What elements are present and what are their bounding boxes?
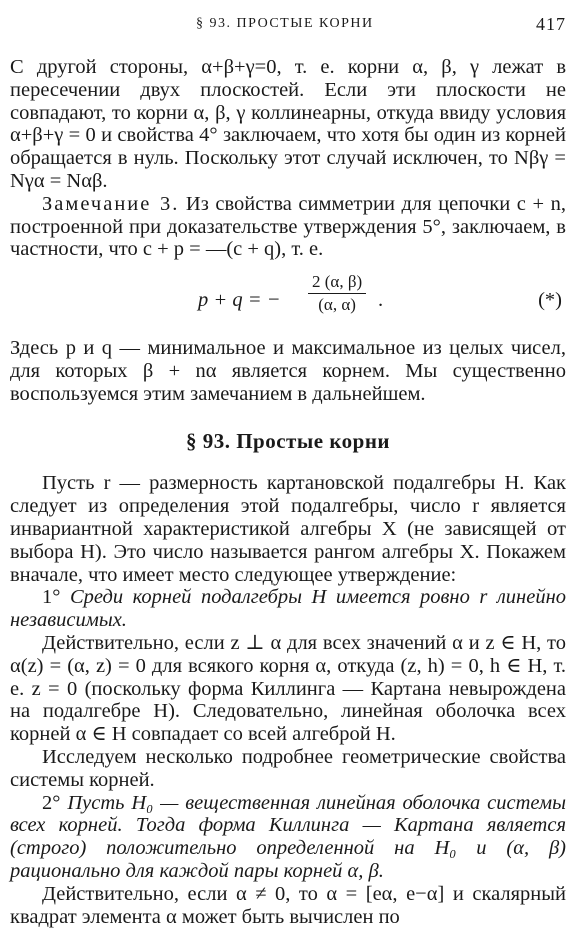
remark-3	[10, 193, 566, 261]
formula-denominator: (α, α)	[318, 295, 356, 315]
formula-lhs: p + q = −	[198, 289, 281, 312]
paragraph-rank: Пусть r — размерность картановской подалгебры H. Как следует из определения этой подалгебры, число r является инвариантной характеристикой алгебры X (не зависящей от выбора H). Это число называется рангом алгебры X. Покажем вначале, что имеет место следующее утверждение:	[10, 472, 566, 586]
page-header	[0, 14, 580, 40]
paragraph-proof-1: Действительно, если z ⊥ α для всех значений α и z ∈ H, то α(z) = (α, z) = 0 для всякого корня α, откуда (z, h) = 0, h ∈ H, т. е. z = 0 (поскольку форма Киллинга — Картана невырождена на подалгебре H). Следовательно, линейная оболочка всех корней α ∈ H совпадает со всей алгеброй H.	[10, 631, 566, 746]
paragraph-geometric: Исследуем несколько подробнее геометрические свойства системы корней.	[10, 745, 566, 791]
statement-1-text: Среди корней подалгебры H имеется ровно r линейно независимых.	[10, 586, 566, 632]
statement-2	[10, 792, 566, 883]
paragraph-intro: С другой стороны, α+β+γ=0, т. е. корни α, β, γ лежат в пересечении двух плоскостей. Если эти плоскости не совпадают, то корни α, β, γ коллинеарны, откуда ввиду условия α+β+γ = 0 и свойства 4° заключаем, что хотя бы один из корней обращается в нуль. Поскольку этот случай исключен, то Nβγ = Nγα = Nαβ.	[10, 56, 566, 192]
paragraph-proof-2: Действительно, если α ≠ 0, то α = [eα, e−α] и скалярный квадрат элемента α может быть вычислен по	[10, 882, 566, 928]
formula-tag: (*)	[538, 289, 562, 312]
section-title: § 93. Простые корни	[185, 428, 391, 453]
page-number: 417	[536, 14, 566, 34]
statement-2-text: Пусть H₀ — вещественная линейная оболочка системы всех корней. Тогда форма Киллинга — Картана является (строго) положительно определенной на H₀ и (α, β) рационально для каждой пары корней α, β.	[10, 791, 566, 882]
formula-end: .	[378, 289, 384, 312]
formula-fraction	[308, 271, 366, 316]
statement-1-number: 1°	[42, 586, 61, 609]
page-body	[10, 56, 566, 928]
running-title: § 93. ПРОСТЫЕ КОРНИ	[196, 16, 374, 31]
remark-text: Из свойства симметрии для цепочки c + n, построенной при доказательстве утверждения 5°, заключаем, в частности, что c + p = —(c + q), т. е.	[10, 192, 566, 261]
paragraph-after-formula: Здесь p и q — минимальное и максимальное из целых чисел, для которых β + nα является корнем. Мы существенно воспользуемся этим замечанием в дальнейшем.	[10, 337, 566, 405]
statement-2-number: 2°	[42, 791, 61, 814]
formula-star	[10, 269, 566, 333]
formula-numerator: 2 (α, β)	[308, 271, 366, 294]
statement-1	[10, 586, 566, 632]
remark-label: Замечание 3.	[42, 192, 180, 215]
